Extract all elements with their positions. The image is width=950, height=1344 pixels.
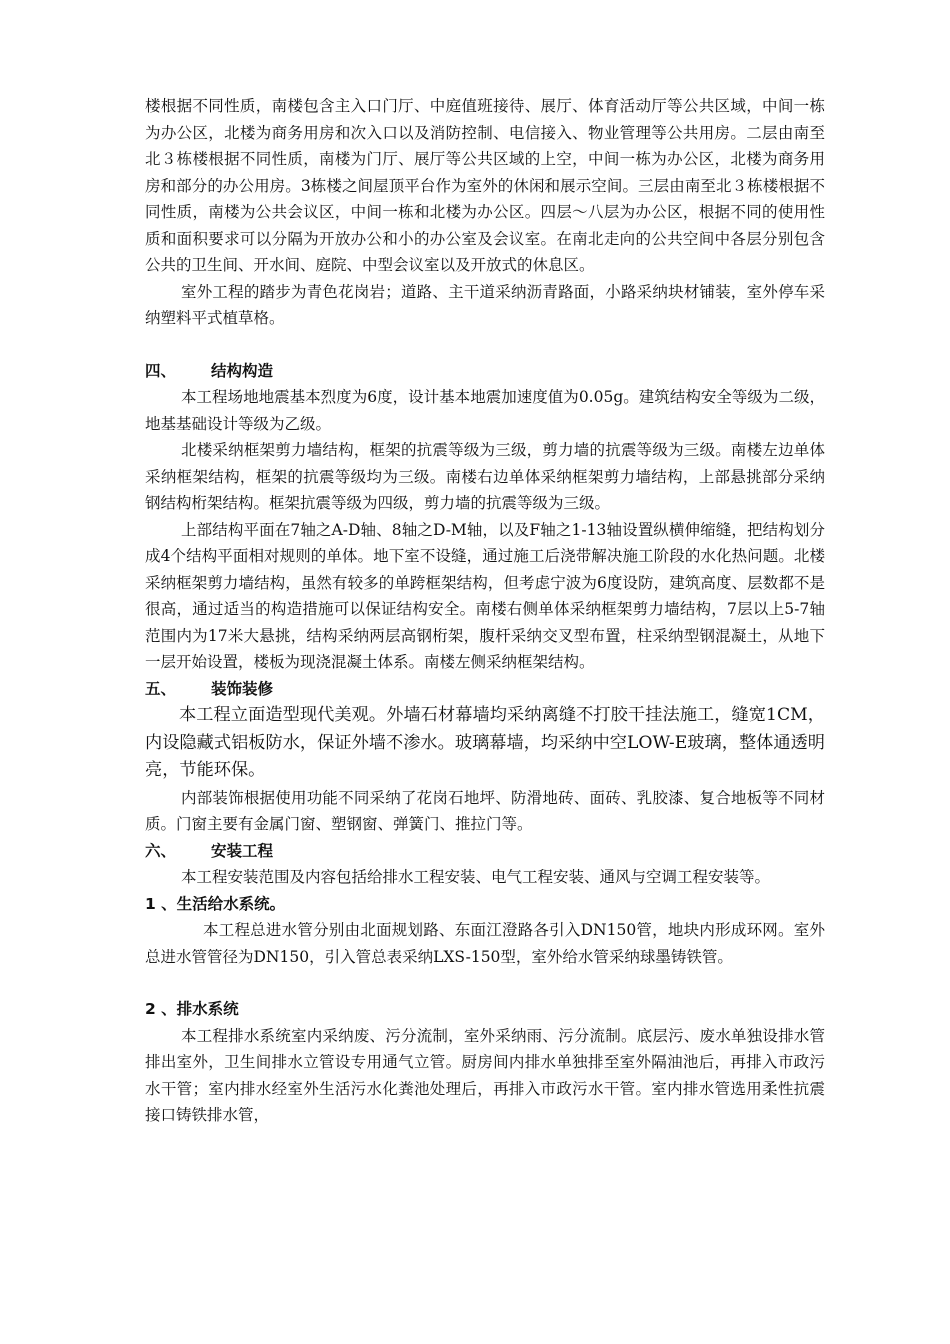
document-page <box>145 93 825 1129</box>
heading-number: 五、 <box>145 679 177 698</box>
heading-number: 六、 <box>145 841 177 860</box>
paragraph-exterior-works: 室外工程的踏步为青色花岗岩；道路、主干道采纳沥青路面，小路采纳块材铺装，室外停车采纳塑料平式植草格。 <box>145 282 825 327</box>
heading-title: 结构构造 <box>211 361 274 380</box>
heading-structure <box>145 358 825 385</box>
paragraph-building-functions: 楼根据不同性质，南楼包含主入口门厅、中庭值班接待、展厅、体育活动厅等公共区域，中间一栋为办公区，北楼为商务用房和次入口以及消防控制、电信接入、物业管理等公共用房。二层由南至北３栋楼根据不同性质，南楼为门厅、展厅等公共区域的上空，中间一栋为办公区，北楼为商务用房和部分的办公用房。3栋楼之间屋顶平台作为室外的休闲和展示空间。三层由南至北３栋楼根据不同性质，南楼为公共会议区，中间一栋和北楼为办公区。四层～八层为办公区，根据不同的使用性质和面积要求可以分隔为开放办公和小的办公室及会议室。在南北走向的公共空间中各层分别包含公共的卫生间、开水间、庭院、中型会议室以及开放式的休息区。 <box>145 97 825 274</box>
spacer <box>145 332 825 358</box>
paragraph-structure-system: 北楼采纳框架剪力墙结构，框架的抗震等级为三级，剪力墙的抗震等级为三级。南楼左边单体采纳框架结构，框架的抗震等级均为三级。南楼右边单体采纳框架剪力墙结构，上部悬挑部分采纳钢结构桁架结构。框架抗震等级为四级，剪力墙的抗震等级为三级。 <box>145 441 825 512</box>
subheading-drainage: 2 、排水系统 <box>145 1000 239 1018</box>
subheading-water-supply: 1 、生活给水系统。 <box>145 894 286 913</box>
paragraph-water-supply: 本工程总进水管分别由北面规划路、东面江澄路各引入DN150管，地块内形成环网。室外总进水管管径为DN150，引入管总表采纳LXS-150型，室外给水管采纳球墨铸铁管。 <box>145 921 825 966</box>
paragraph-drainage: 本工程排水系统室内采纳废、污分流制，室外采纳雨、污分流制。底层污、废水单独设排水管排出室外，卫生间排水立管设专用通气立管。厨房间内排水单独排至室外隔油池后，再排入市政污水干管；室内排水经室外生活污水化粪池处理后，再排入市政污水干管。室内排水管选用柔性抗震接口铸铁排水管， <box>145 1026 825 1124</box>
paragraph-installation-scope: 本工程安装范围及内容包括给排水工程安装、电气工程安装、通风与空调工程安装等。 <box>181 868 771 886</box>
paragraph-seismic: 本工程场地地震基本烈度为6度，设计基本地震加速度值为0.05g。建筑结构安全等级为二级，地基基础设计等级为乙级。 <box>145 388 825 433</box>
heading-installation <box>145 838 825 865</box>
heading-title: 安装工程 <box>211 841 274 860</box>
heading-title: 装饰装修 <box>211 679 274 698</box>
paragraph-facade: 本工程立面造型现代美观。外墙石材幕墙均采纳离缝不打胶干挂法施工，缝宽1CM，内设隐藏式铝板防水，保证外墙不渗水。玻璃幕墙，均采纳中空LOW-E玻璃，整体通透明亮，节能环保。 <box>145 705 825 780</box>
heading-number: 四、 <box>145 361 177 380</box>
spacer <box>145 970 825 996</box>
paragraph-interior: 内部装饰根据使用功能不同采纳了花岗石地坪、防滑地砖、面砖、乳胶漆、复合地板等不同材质。门窗主要有金属门窗、塑钢窗、弹簧门、推拉门等。 <box>145 788 825 833</box>
heading-decoration <box>145 676 825 703</box>
paragraph-expansion-joints: 上部结构平面在7轴之A-D轴、8轴之D-M轴，以及F轴之1-13轴设置纵横伸缩缝，把结构划分成4个结构平面相对规则的单体。地下室不设缝，通过施工后浇带解决施工阶段的水化热问题。北楼采纳框架剪力墙结构，虽然有较多的单跨框架结构，但考虑宁波为6度设防，建筑高度、层数都不是很高，通过适当的构造措施可以保证结构安全。南楼右侧单体采纳框架剪力墙结构，7层以上5-7轴范围内为17米大悬挑，结构采纳两层高钢桁架，腹杆采纳交叉型布置，柱采纳型钢混凝土，从地下一层开始设置，楼板为现浇混凝土体系。南楼左侧采纳框架结构。 <box>145 520 825 671</box>
